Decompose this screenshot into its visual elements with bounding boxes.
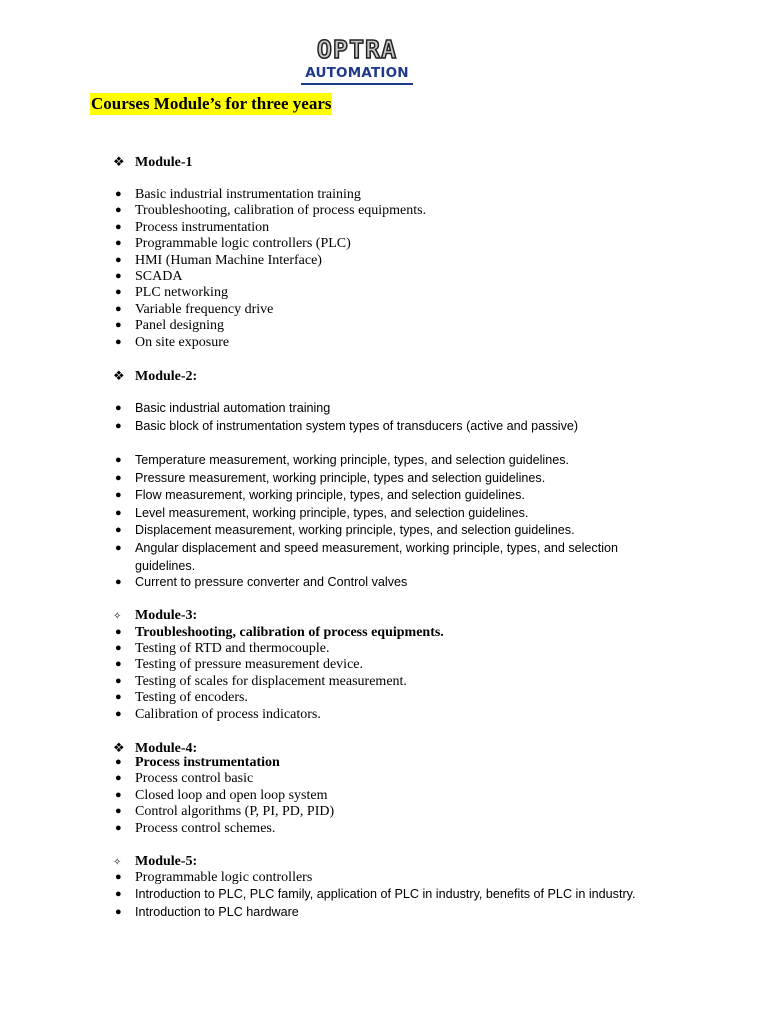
bullet-icon: ●: [115, 489, 122, 501]
list-item: ● Basic block of instrumentation system types of transducers (active and passive): [115, 418, 578, 436]
list-item: ● Process control basic: [115, 771, 254, 787]
bullet-icon: ●: [115, 204, 122, 217]
bullet-icon: ●: [115, 691, 122, 704]
list-item: ● Testing of scales for displacement measurement.: [115, 673, 407, 689]
list-item: ● Angular displacement and speed measurement, working principle, types, and selection guidelines.: [115, 540, 618, 576]
module-5-title: ✧ Module-5:: [113, 854, 198, 869]
logo-subtitle: AUTOMATION: [305, 65, 409, 81]
list-item: ● Basic industrial instrumentation training: [115, 187, 361, 202]
bullet-icon: ●: [115, 641, 122, 654]
bullet-icon: ●: [115, 805, 122, 818]
bullet-icon: ●: [115, 253, 122, 266]
bullet-icon: ●: [115, 541, 122, 554]
bullet-icon: ●: [115, 270, 122, 282]
list-item: ● Process instrumentation: [115, 755, 280, 770]
diamond-bullet-icon: ❖: [113, 368, 125, 383]
module-4-title: ❖ Module-4:: [113, 740, 198, 756]
list-item: ● PLC networking: [115, 285, 228, 301]
page-heading: Courses Module’s for three years: [91, 94, 332, 113]
list-item: ● Introduction to PLC hardware: [115, 904, 299, 922]
list-item: ● SCADA: [115, 269, 183, 284]
list-item: ● Pressure measurement, working principle, types and selection guidelines.: [115, 470, 545, 488]
outline-diamond-bullet-icon: ✧: [113, 857, 122, 868]
bullet-icon: ●: [115, 402, 122, 414]
bullet-icon: ●: [115, 237, 122, 250]
list-item: ● Calibration of process indicators.: [115, 706, 321, 722]
bullet-icon: ●: [115, 906, 122, 918]
bullet-icon: ●: [115, 756, 122, 768]
bullet-icon: ●: [115, 871, 122, 883]
list-item: ● Panel designing: [115, 318, 225, 334]
bullet-icon: ●: [115, 286, 122, 299]
bullet-icon: ●: [115, 788, 122, 801]
list-item: ● Programmable logic controllers (PLC): [115, 236, 351, 252]
logo-wordmark: OPTRA: [316, 35, 398, 64]
list-item: ● Process control schemes.: [115, 820, 276, 836]
diamond-bullet-icon: ❖: [113, 740, 125, 755]
list-item: ● Troubleshooting, calibration of process equipments.: [115, 624, 444, 640]
bullet-icon: ●: [115, 220, 122, 233]
list-item: ● Closed loop and open loop system: [115, 787, 328, 803]
logo-underline: [301, 83, 413, 85]
outline-diamond-bullet-icon: ✧: [113, 611, 122, 622]
list-item: ● Current to pressure converter and Control valves: [115, 574, 407, 592]
list-item: ● Flow measurement, working principle, types, and selection guidelines.: [115, 487, 525, 505]
bullet-icon: ●: [115, 302, 122, 315]
bullet-icon: ●: [115, 506, 122, 519]
bullet-icon: ●: [115, 658, 122, 671]
list-item: ● Introduction to PLC, PLC family, application of PLC in industry, benefits of PLC in industry.: [115, 886, 636, 904]
list-item: ● Basic industrial automation training: [115, 400, 330, 418]
list-item: ● Process instrumentation: [115, 219, 270, 235]
optra-automation-logo: [301, 36, 413, 88]
list-item: ● Testing of RTD and thermocouple.: [115, 640, 330, 656]
list-item: ● Temperature measurement, working principle, types, and selection guidelines.: [115, 452, 569, 470]
list-item: ● Displacement measurement, working principle, types, and selection guidelines.: [115, 522, 575, 540]
list-item: ● Level measurement, working principle, types, and selection guidelines.: [115, 505, 528, 523]
list-item-continuation: guidelines.: [135, 558, 196, 573]
list-item: ● Programmable logic controllers: [115, 870, 313, 885]
bullet-icon: ●: [115, 707, 122, 720]
list-item: ● Variable frequency drive: [115, 301, 274, 317]
bullet-icon: ●: [115, 772, 122, 785]
diamond-bullet-icon: ❖: [113, 154, 125, 169]
list-item: ● On site exposure: [115, 334, 230, 350]
bullet-icon: ●: [115, 524, 122, 536]
module-1-title: ❖ Module-1: [113, 154, 193, 170]
bullet-icon: ●: [115, 674, 122, 687]
list-item: ● Testing of pressure measurement device.: [115, 657, 363, 673]
list-item: ● Troubleshooting, calibration of process equipments.: [115, 203, 427, 219]
list-item: ● Control algorithms (P, PI, PD, PID): [115, 804, 335, 820]
list-item: ● HMI (Human Machine Interface): [115, 252, 322, 268]
bullet-icon: ●: [115, 188, 122, 200]
bullet-icon: ●: [115, 625, 122, 638]
bullet-icon: ●: [115, 471, 122, 484]
bullet-icon: ●: [115, 335, 122, 348]
list-item: ● Testing of encoders.: [115, 690, 248, 706]
module-3-title: ✧ Module-3:: [113, 608, 198, 623]
bullet-icon: ●: [115, 576, 122, 588]
bullet-icon: ●: [115, 888, 122, 900]
bullet-icon: ●: [115, 420, 122, 432]
bullet-icon: ●: [115, 454, 122, 466]
module-2-title: ❖ Module-2:: [113, 368, 198, 384]
bullet-icon: ●: [115, 319, 122, 332]
bullet-icon: ●: [115, 821, 122, 834]
